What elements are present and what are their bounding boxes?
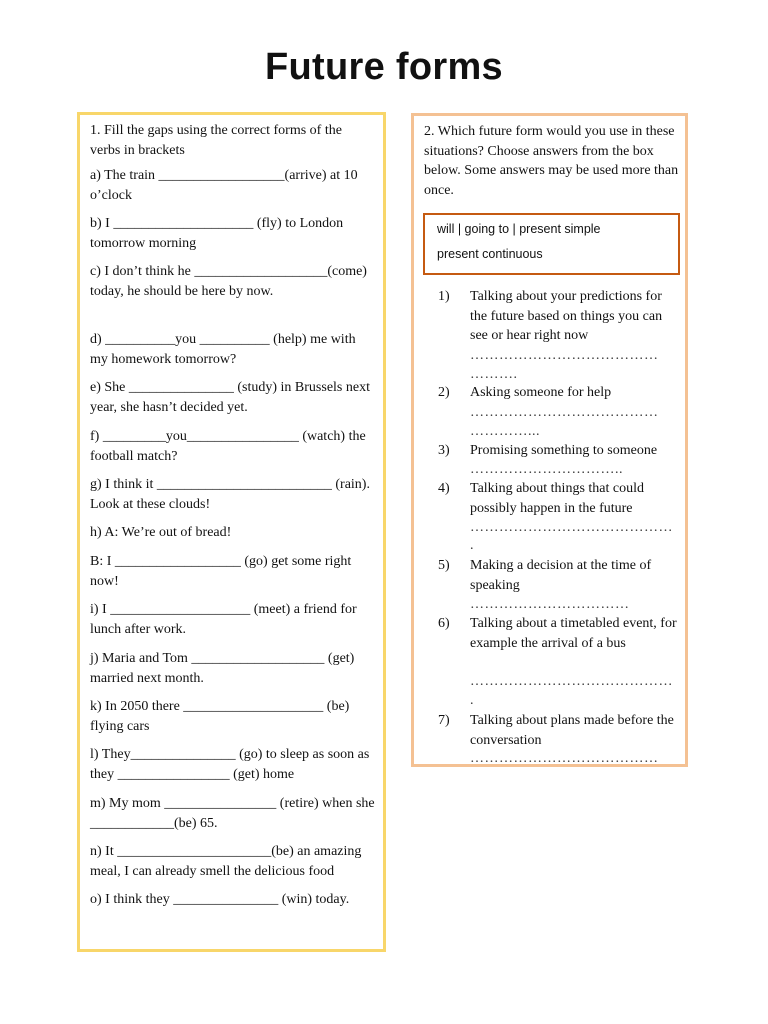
exercise-item-k: k) In 2050 there ____________________ (be) flying cars bbox=[90, 699, 350, 734]
situation-number: 2) bbox=[438, 385, 450, 400]
situation-number: 6) bbox=[438, 616, 450, 631]
answer-dots: ………………………………… bbox=[470, 348, 659, 363]
exercise-item-o: o) I think they _______________ (win) today. bbox=[90, 892, 350, 907]
situation-text: Talking about plans made before the conversation bbox=[470, 713, 674, 748]
situation-text: Talking about a timetabled event, for example the arrival of a bus bbox=[470, 616, 677, 651]
situation-text: Making a decision at the time of speaking bbox=[470, 558, 652, 593]
exercise-item-f: f) _________you________________ (watch) the football match? bbox=[90, 429, 366, 464]
exercise-item-j: j) Maria and Tom ___________________ (get) married next month. bbox=[90, 651, 355, 686]
answer-dots: …………………………………… bbox=[470, 674, 673, 689]
exercise-item-h-b: B: I __________________ (go) get some right now! bbox=[90, 554, 352, 589]
word-box-line-1: will | going to | present simple bbox=[437, 222, 601, 236]
answer-dots: . bbox=[470, 693, 474, 708]
situation-text: Promising something to someone bbox=[470, 443, 658, 458]
exercise-item-a: a) The train __________________(arrive) at 10 o’clock bbox=[90, 168, 358, 203]
answer-dots: ………. bbox=[470, 367, 518, 382]
answer-dots: ………………………………… bbox=[470, 751, 659, 766]
answer-dots: . bbox=[470, 538, 474, 553]
exercise-2-box bbox=[411, 113, 688, 767]
situation-text: Asking someone for help bbox=[470, 385, 612, 400]
exercise-item-b: b) I ____________________ (fly) to London tomorrow morning bbox=[90, 216, 344, 251]
situation-number: 3) bbox=[438, 443, 450, 458]
word-box-line-2: present continuous bbox=[437, 247, 543, 261]
answer-dots: …………………………… bbox=[470, 597, 630, 612]
situation-number: 5) bbox=[438, 558, 450, 573]
answer-dots: …………... bbox=[470, 424, 540, 439]
situation-number: 1) bbox=[438, 289, 450, 304]
answer-dots: …………………………………… bbox=[470, 520, 673, 535]
exercise-item-d: d) __________you __________ (help) me with my homework tomorrow? bbox=[90, 332, 356, 367]
exercise-item-g: g) I think it _________________________ (rain). Look at these clouds! bbox=[90, 477, 370, 512]
exercise-item-e: e) She _______________ (study) in Brussels next year, she hasn’t decided yet. bbox=[90, 380, 370, 415]
answer-dots: ………………………………… bbox=[470, 405, 659, 420]
exercise-item-c: c) I don’t think he ___________________(come) today, he should be here by now. bbox=[90, 264, 367, 299]
exercise-2-instruction: 2. Which future form would you use in these situations? Choose answers from the box below. Some answers may be used more than once. bbox=[424, 124, 679, 198]
exercise-1-instruction: 1. Fill the gaps using the correct forms of the verbs in brackets bbox=[90, 123, 342, 158]
exercise-item-i: i) I ____________________ (meet) a friend for lunch after work. bbox=[90, 602, 357, 637]
exercise-item-n: n) It ______________________(be) an amazing meal, I can already smell the delicious food bbox=[90, 844, 362, 879]
answer-dots: ………………………….. bbox=[470, 462, 623, 477]
exercise-item-h: h) A: We’re out of bread! bbox=[90, 525, 232, 540]
situation-text: Talking about things that could possibly happen in the future bbox=[470, 481, 644, 516]
exercise-item-m: m) My mom ________________ (retire) when she ____________(be) 65. bbox=[90, 796, 375, 831]
situation-number: 7) bbox=[438, 713, 450, 728]
answer-word-box bbox=[423, 213, 680, 275]
situation-text: Talking about your predictions for the future based on things you can see or hear right now bbox=[470, 289, 663, 343]
exercise-item-l: l) They_______________ (go) to sleep as soon as they ________________ (get) home bbox=[90, 747, 370, 782]
situation-number: 4) bbox=[438, 481, 450, 496]
page-title: Future forms bbox=[265, 46, 503, 88]
exercise-1-box bbox=[77, 112, 386, 952]
